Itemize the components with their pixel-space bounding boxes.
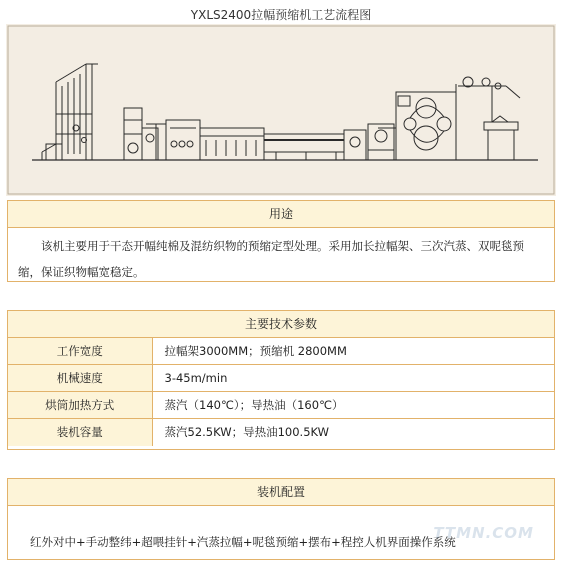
config-description: 红外对中+手动整纬+超喂挂针+汽蒸拉幅+呢毯预缩+摆布+程控人机界面操作系统 (30, 535, 456, 549)
steaming-box (166, 120, 200, 160)
usage-description: 该机主要用于干态开幅纯棉及混纺织物的预缩定型处理。采用加长拉幅架、三次汽蒸、双呢毯预缩，保证织物幅宽稳定。 (18, 239, 524, 279)
site-watermark: TTMN.COM (433, 524, 534, 542)
specs-heading: 主要技术参数 (8, 311, 554, 337)
spec-label: 机械速度 (8, 365, 152, 392)
specs-table (8, 337, 554, 446)
usage-heading: 用途 (8, 201, 554, 228)
table-row (8, 419, 554, 446)
spec-label: 工作宽度 (8, 338, 152, 365)
spec-value: 拉幅架3000MM；预缩机 2800MM (152, 338, 554, 365)
spec-label: 装机容量 (8, 419, 152, 446)
spec-value: 蒸汽（140℃）；导热油（160℃） (152, 392, 554, 419)
spec-label: 烘筒加热方式 (8, 392, 152, 419)
stenter-frame (200, 128, 366, 160)
table-row (8, 338, 554, 365)
diagram-title: YXLS2400拉幅预缩机工艺流程图 (190, 8, 372, 22)
plaiting-unit (456, 77, 520, 160)
table-row (8, 392, 554, 419)
weft-straightener (124, 108, 166, 160)
specs-panel (7, 310, 555, 450)
feeding-tower (38, 64, 102, 160)
preshrink-unit (368, 92, 456, 160)
config-panel (7, 478, 555, 560)
usage-panel (7, 200, 555, 282)
spec-value: 蒸汽52.5KW；导热油100.5KW (152, 419, 554, 446)
spec-value: 3-45m/min (152, 365, 554, 392)
config-heading: 装机配置 (8, 479, 554, 506)
table-row (8, 365, 554, 392)
process-flow-diagram (6, 24, 556, 196)
